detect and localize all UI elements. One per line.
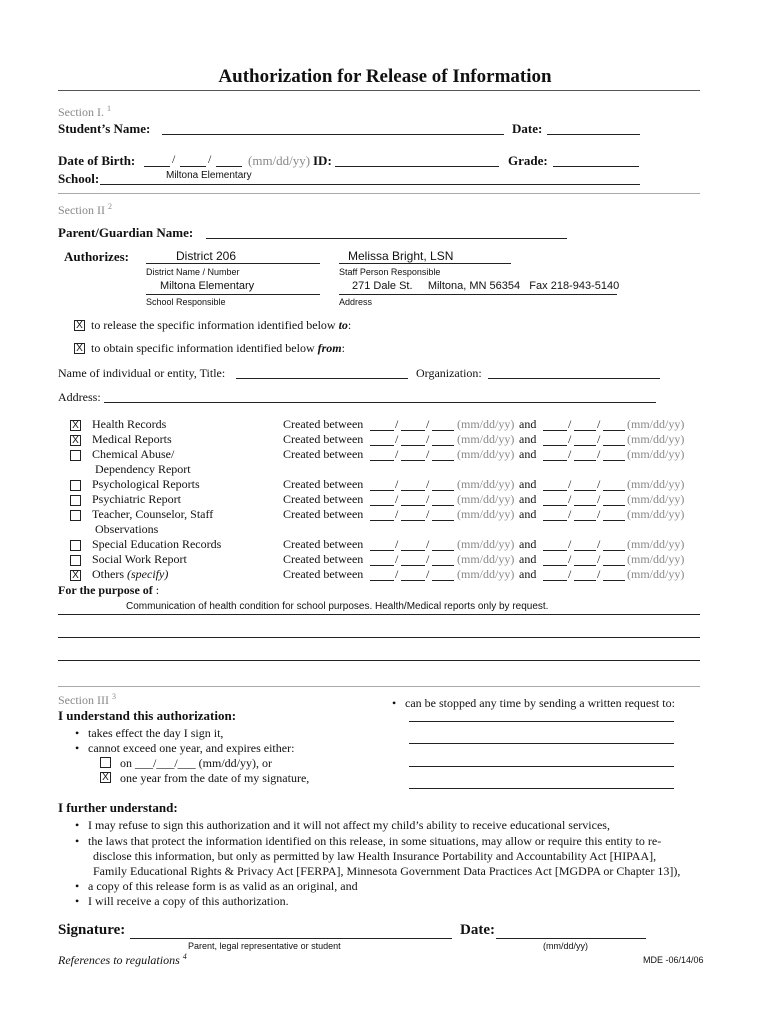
title-rule: [58, 90, 700, 91]
further-bullet-3: • a copy of this release form is as valid as an original, and: [88, 879, 358, 894]
record-label: Teacher, Counselor, Staff: [92, 507, 214, 521]
record-checkbox[interactable]: [70, 450, 81, 461]
from-year-field[interactable]: [432, 430, 454, 431]
further-understand-label: I further understand:: [58, 800, 178, 815]
name-entity-field[interactable]: [236, 378, 408, 379]
to-year-field[interactable]: [603, 550, 625, 551]
to-year-field[interactable]: [603, 490, 625, 491]
from-date-format: (mm/dd/yy): [457, 552, 515, 566]
from-date-format: (mm/dd/yy): [457, 567, 515, 581]
from-month-field[interactable]: [370, 565, 394, 566]
grade-label: Grade:: [508, 153, 548, 168]
from-month-field[interactable]: [370, 430, 394, 431]
record-checkbox[interactable]: X: [70, 420, 81, 431]
to-date-format: (mm/dd/yy): [627, 552, 685, 566]
request-address-line-4[interactable]: [409, 788, 674, 789]
created-between-label: Created between: [283, 507, 364, 521]
staff-caption: Staff Person Responsible: [339, 267, 441, 277]
section-1-label: Section I.: [58, 105, 104, 119]
release-text-emphasis: to: [338, 318, 348, 332]
to-year-field[interactable]: [603, 565, 625, 566]
further-bullet-4: • I will receive a copy of this authorization.: [88, 894, 289, 909]
from-month-field[interactable]: [370, 460, 394, 461]
from-month-field[interactable]: [370, 445, 394, 446]
further-bullet-2: • the laws that protect the information identified on this release, in some situations, may allow or require this entity to re-: [88, 834, 661, 849]
address-line-field[interactable]: [104, 402, 656, 403]
section-3-heading: [58, 692, 116, 708]
record-label: Special Education Records: [92, 537, 222, 551]
created-between-label: Created between: [283, 447, 364, 461]
purpose-line-2[interactable]: [58, 637, 700, 638]
and-label: and: [519, 432, 537, 446]
from-day-field[interactable]: [401, 520, 425, 521]
address-value: 271 Dale St. Miltona, MN 56354 Fax 218-943-5140: [352, 280, 620, 292]
from-date-format: (mm/dd/yy): [457, 447, 515, 461]
from-date-format: (mm/dd/yy): [457, 492, 515, 506]
record-checkbox[interactable]: [70, 555, 81, 566]
created-between-label: Created between: [283, 537, 364, 551]
from-month-field[interactable]: [370, 550, 394, 551]
name-entity-label: Name of individual or entity, Title:: [58, 366, 226, 380]
record-label: Medical Reports: [92, 432, 172, 446]
understand-bullet-1: • takes effect the day I sign it,: [88, 726, 223, 741]
record-checkbox[interactable]: [70, 480, 81, 491]
expire-one-year-checkbox[interactable]: X: [100, 772, 111, 783]
to-month-field[interactable]: [543, 445, 567, 446]
from-year-field[interactable]: [432, 520, 454, 521]
staff-field[interactable]: [339, 263, 511, 264]
record-label: Social Work Report: [92, 552, 187, 566]
purpose-heading: For the purpose of :: [58, 583, 160, 597]
created-between-label: Created between: [283, 477, 364, 491]
to-year-field[interactable]: [603, 445, 625, 446]
section-1-footnote-mark: 1: [107, 104, 111, 113]
references-mark: 4: [182, 952, 187, 961]
to-month-field[interactable]: [543, 490, 567, 491]
from-date-format: (mm/dd/yy): [457, 537, 515, 551]
dob-day-field[interactable]: [180, 166, 206, 167]
dob-month-field[interactable]: [144, 166, 170, 167]
to-month-field[interactable]: [543, 460, 567, 461]
understand-label: I understand this authorization:: [58, 708, 237, 723]
record-label: Psychiatric Report: [92, 492, 181, 506]
date-label: Date:: [512, 121, 543, 136]
request-address-line-1[interactable]: [409, 721, 674, 722]
signature-date-label: Date:: [460, 922, 495, 938]
section-1-heading: [58, 104, 111, 120]
organization-label: Organization:: [416, 366, 482, 380]
to-date-format: (mm/dd/yy): [627, 432, 685, 446]
form-title: Authorization for Release of Information: [218, 66, 552, 87]
release-text: to release the specific information identified below to:: [91, 318, 352, 332]
record-label: Psychological Reports: [92, 477, 200, 491]
section-2-label: Section II: [58, 203, 105, 217]
from-year-field[interactable]: [432, 445, 454, 446]
record-label: Dependency Report: [95, 462, 191, 476]
school-responsible-field[interactable]: [146, 294, 320, 295]
and-label: and: [519, 417, 537, 431]
to-day-field[interactable]: [574, 445, 596, 446]
record-checkbox[interactable]: [70, 495, 81, 506]
from-day-field[interactable]: [401, 505, 425, 506]
dob-year-field[interactable]: [216, 166, 242, 167]
to-month-field[interactable]: [543, 580, 567, 581]
signature-caption: Parent, legal representative or student: [188, 941, 341, 951]
address-field[interactable]: [339, 294, 617, 295]
to-date-format: (mm/dd/yy): [627, 567, 685, 581]
further-bullet-2-cont-1: disclose this information, but only as permitted by law Health Insurance Portability and Accountability Act [HIPAA],: [93, 849, 657, 863]
school-responsible-value: Miltona Elementary: [160, 280, 255, 292]
from-day-field[interactable]: [401, 445, 425, 446]
section-3-label: Section III: [58, 693, 109, 707]
to-day-field[interactable]: [574, 565, 596, 566]
to-day-field[interactable]: [574, 520, 596, 521]
record-checkbox[interactable]: [70, 540, 81, 551]
to-date-format: (mm/dd/yy): [627, 492, 685, 506]
school-responsible-caption: School Responsible: [146, 297, 226, 307]
release-text-main: to release the specific information identified below: [91, 318, 339, 332]
to-day-field[interactable]: [574, 580, 596, 581]
to-date-format: (mm/dd/yy): [627, 507, 685, 521]
id-label: ID:: [313, 153, 332, 168]
created-between-label: Created between: [283, 417, 364, 431]
record-label: Observations: [95, 522, 159, 536]
obtain-checkbox[interactable]: X: [74, 343, 85, 354]
created-between-label: Created between: [283, 552, 364, 566]
guardian-name-field[interactable]: [206, 238, 567, 239]
from-year-field[interactable]: [432, 580, 454, 581]
section-1-divider: [58, 193, 700, 194]
grade-field[interactable]: [553, 166, 639, 167]
dob-format: (mm/dd/yy): [248, 153, 311, 168]
from-date-format: (mm/dd/yy): [457, 477, 515, 491]
from-year-field[interactable]: [432, 550, 454, 551]
guardian-name-label: Parent/Guardian Name:: [58, 225, 194, 240]
signature-date-caption: (mm/dd/yy): [543, 941, 588, 951]
created-between-label: Created between: [283, 492, 364, 506]
and-label: and: [519, 507, 537, 521]
obtain-text-main: to obtain specific information identified below: [91, 341, 318, 355]
understand-bullet-2: • cannot exceed one year, and expires either:: [88, 741, 294, 756]
to-month-field[interactable]: [543, 550, 567, 551]
expire-one-year-option: one year from the date of my signature,: [120, 771, 310, 785]
created-between-label: Created between: [283, 567, 364, 581]
purpose-label: For the purpose of: [58, 583, 153, 597]
from-day-field[interactable]: [401, 580, 425, 581]
school-label: School:: [58, 171, 100, 186]
further-bullet-2-cont-2: Family Educational Rights & Privacy Act [FERPA], Minnesota Government Data Practices Act [MGDPA or Chapter 13]),: [93, 864, 681, 878]
address-caption: Address: [339, 297, 373, 307]
from-month-field[interactable]: [370, 580, 394, 581]
and-label: and: [519, 447, 537, 461]
record-checkbox[interactable]: [70, 510, 81, 521]
section-2-footnote-mark: 2: [108, 202, 112, 211]
request-address-line-2[interactable]: [409, 743, 674, 744]
from-date-format: (mm/dd/yy): [457, 432, 515, 446]
signature-field[interactable]: [130, 938, 452, 939]
record-label: Chemical Abuse/: [92, 447, 175, 461]
dob-label: Date of Birth:: [58, 153, 136, 168]
release-checkbox[interactable]: X: [74, 320, 85, 331]
id-field[interactable]: [335, 166, 499, 167]
record-checkbox[interactable]: X: [70, 435, 81, 446]
to-year-field[interactable]: [603, 460, 625, 461]
to-date-format: (mm/dd/yy): [627, 537, 685, 551]
to-month-field[interactable]: [543, 520, 567, 521]
and-label: and: [519, 537, 537, 551]
section-3-footnote-mark: 3: [111, 692, 116, 701]
to-year-field[interactable]: [603, 430, 625, 431]
and-label: and: [519, 567, 537, 581]
and-label: and: [519, 492, 537, 506]
from-day-field[interactable]: [401, 550, 425, 551]
section-2-heading: [58, 202, 112, 218]
stop-request-bullet: • can be stopped any time by sending a written request to:: [405, 696, 675, 711]
references-text: References to regulations: [58, 953, 180, 967]
obtain-text: to obtain specific information identified below from:: [91, 341, 345, 355]
to-day-field[interactable]: [574, 550, 596, 551]
to-date-format: (mm/dd/yy): [627, 477, 685, 491]
from-year-field[interactable]: [432, 565, 454, 566]
organization-field[interactable]: [488, 378, 660, 379]
to-year-field[interactable]: [603, 505, 625, 506]
school-field[interactable]: [100, 184, 640, 185]
district-value: District 206: [176, 249, 237, 263]
expire-date-option: on ___/___/___ (mm/dd/yy), or: [120, 756, 272, 770]
purpose-value: Communication of health condition for school purposes. Health/Medical reports only by request.: [126, 601, 549, 612]
to-day-field[interactable]: [574, 460, 596, 461]
student-name-field[interactable]: [162, 134, 504, 135]
record-label-text: Others: [92, 567, 124, 581]
to-date-format: (mm/dd/yy): [627, 447, 685, 461]
to-year-field[interactable]: [603, 580, 625, 581]
address-line-label: Address:: [58, 390, 101, 404]
from-year-field[interactable]: [432, 490, 454, 491]
and-label: and: [519, 552, 537, 566]
to-date-format: (mm/dd/yy): [627, 417, 685, 431]
signature-label: Signature:: [58, 922, 126, 938]
references-note: [58, 952, 187, 968]
record-label: [92, 567, 168, 582]
staff-value: Melissa Bright, LSN: [348, 249, 454, 263]
to-month-field[interactable]: [543, 565, 567, 566]
request-address-line-3[interactable]: [409, 766, 674, 767]
from-day-field[interactable]: [401, 490, 425, 491]
from-day-field[interactable]: [401, 565, 425, 566]
expire-date-checkbox[interactable]: [100, 757, 111, 768]
obtain-text-emphasis: from: [317, 341, 342, 355]
purpose-line-1[interactable]: [58, 614, 700, 615]
from-day-field[interactable]: [401, 460, 425, 461]
from-date-format: (mm/dd/yy): [457, 507, 515, 521]
to-day-field[interactable]: [574, 430, 596, 431]
record-specify: (specify): [127, 567, 169, 581]
form-id: MDE -06/14/06: [643, 955, 704, 965]
from-month-field[interactable]: [370, 505, 394, 506]
signature-date-field[interactable]: [496, 938, 646, 939]
from-month-field[interactable]: [370, 520, 394, 521]
to-month-field[interactable]: [543, 505, 567, 506]
date-field[interactable]: [547, 134, 640, 135]
further-bullet-1: • I may refuse to sign this authorization and it will not affect my child’s ability to receive educational services,: [88, 818, 610, 833]
to-year-field[interactable]: [603, 520, 625, 521]
from-month-field[interactable]: [370, 490, 394, 491]
district-field[interactable]: [146, 263, 320, 264]
section-2-divider: [58, 686, 700, 687]
school-value: Miltona Elementary: [166, 170, 252, 181]
student-name-label: Student’s Name:: [58, 121, 151, 136]
to-month-field[interactable]: [543, 430, 567, 431]
from-year-field[interactable]: [432, 505, 454, 506]
district-caption: District Name / Number: [146, 267, 240, 277]
record-checkbox[interactable]: X: [70, 570, 81, 581]
created-between-label: Created between: [283, 432, 364, 446]
authorizes-label: Authorizes:: [64, 249, 129, 264]
from-date-format: (mm/dd/yy): [457, 417, 515, 431]
and-label: and: [519, 477, 537, 491]
to-day-field[interactable]: [574, 505, 596, 506]
from-year-field[interactable]: [432, 460, 454, 461]
record-label: Health Records: [92, 417, 167, 431]
from-day-field[interactable]: [401, 430, 425, 431]
purpose-line-3[interactable]: [58, 660, 700, 661]
to-day-field[interactable]: [574, 490, 596, 491]
